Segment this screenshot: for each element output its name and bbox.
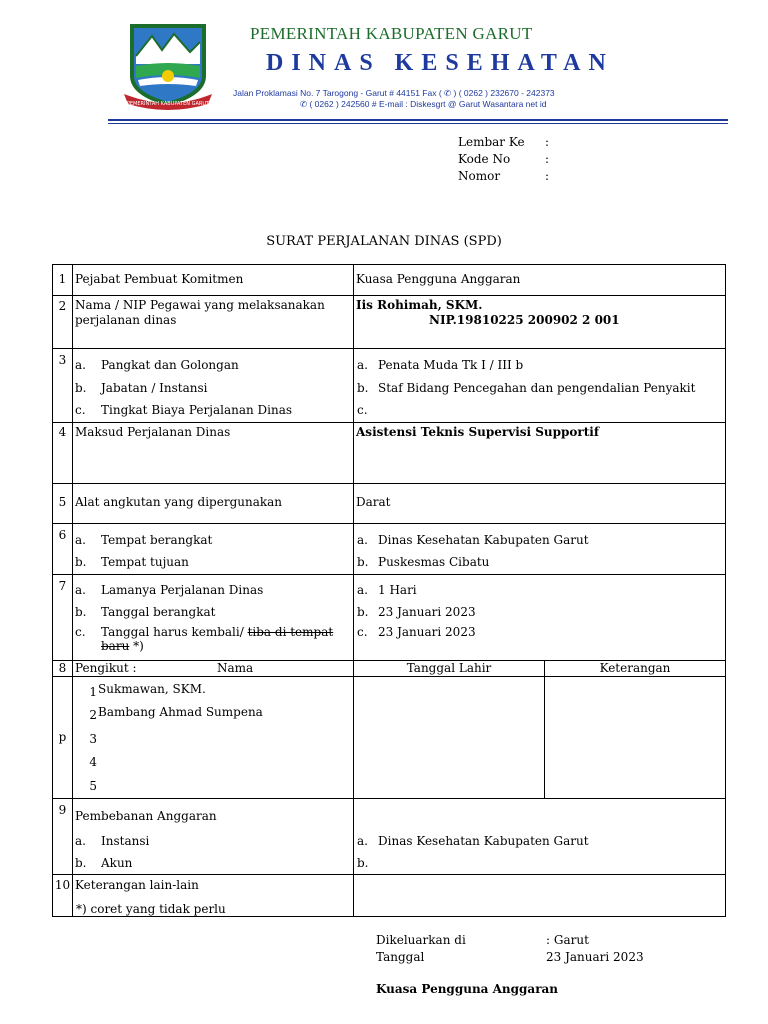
item-letter: c. <box>357 624 368 639</box>
item-letter: b. <box>357 555 369 569</box>
issued-place-label: Dikeluarkan di <box>376 933 466 947</box>
row-number: 1 <box>53 265 73 296</box>
transport-value: Darat <box>354 483 726 523</box>
item-label: Tempat tujuan <box>101 555 189 569</box>
item-label: Tempat berangkat <box>101 532 213 547</box>
logo-ribbon-text: PEMERINTAH KABUPATEN GARUT <box>126 101 210 107</box>
row-4 <box>53 422 726 483</box>
row-label: Maksud Perjalanan Dinas <box>73 422 354 483</box>
follower-row <box>73 728 353 752</box>
item-letter: b. <box>357 604 369 619</box>
col-keterangan: Keterangan <box>545 660 726 676</box>
kode-label: Kode No <box>458 152 511 166</box>
item-letter: a. <box>75 532 86 547</box>
employee-name: Iis Rohimah, SKM. <box>356 298 483 312</box>
row-number: 5 <box>53 483 73 523</box>
follower-number: 3 <box>89 731 97 746</box>
item-letter: a. <box>357 532 368 547</box>
follower-row <box>73 775 353 799</box>
followers-label: Pengikut : <box>75 660 137 675</box>
duration-value: 1 Hari <box>378 582 417 597</box>
lembar-value: : <box>545 135 550 149</box>
agency-name: DINAS KESEHATAN <box>266 50 614 76</box>
budget-agency-value: Dinas Kesehatan Kabupaten Garut <box>378 834 589 848</box>
destination-place: Puskesmas Cibatu <box>378 555 490 569</box>
item-letter: b. <box>75 380 87 395</box>
garut-logo <box>122 20 214 112</box>
item-letter: a. <box>75 834 86 848</box>
row-7 <box>53 574 726 660</box>
item-label: Jabatan / Instansi <box>101 380 208 395</box>
footnote-mark: *) <box>129 638 144 653</box>
nomor-label: Nomor <box>458 169 501 183</box>
row-2 <box>53 296 726 349</box>
row-number: 10 <box>53 875 73 917</box>
issued-place-value: : Garut <box>546 933 589 947</box>
other-notes-value <box>354 875 726 917</box>
item-label: Instansi <box>101 834 150 848</box>
document-title: SURAT PERJALANAN DINAS (SPD) <box>266 234 502 249</box>
header-rule-thin <box>108 123 728 124</box>
item-letter: a. <box>75 358 86 372</box>
address-line-1: Jalan Proklamasi No. 7 Tarogong - Garut # 44151 Fax ( ✆ ) ( 0262 ) 232670 - 242373 <box>233 88 555 98</box>
nomor-value: : <box>545 169 550 183</box>
birthdate-cell <box>354 676 545 799</box>
purpose-value: Asistensi Teknis Supervisi Supportif <box>354 422 726 483</box>
signer-title: Kuasa Pengguna Anggaran <box>376 982 559 996</box>
row-5 <box>53 483 726 523</box>
item-letter: b. <box>75 604 87 619</box>
header-rule <box>108 119 728 121</box>
row-1 <box>53 265 726 296</box>
row-label: Alat angkutan yang dipergunakan <box>73 483 354 523</box>
address-line-2: ✆ ( 0262 ) 242560 # E-mail : Diskesgrt @ Garut Wasantara net id <box>300 99 547 109</box>
item-label: Tanggal berangkat <box>101 604 216 619</box>
row-3 <box>53 349 726 423</box>
follower-row <box>73 751 353 775</box>
col-tanggal-lahir: Tanggal Lahir <box>354 660 545 676</box>
side-letter: p <box>53 676 73 799</box>
col-nama: Nama <box>217 660 254 675</box>
row-number: 9 <box>53 799 73 875</box>
item-letter: a. <box>357 582 368 597</box>
row-number: 8 <box>53 660 73 676</box>
row-number: 7 <box>53 574 73 660</box>
item-letter: a. <box>75 582 86 597</box>
row-8-header <box>53 660 726 676</box>
item-letter: b. <box>357 380 369 395</box>
follower-number: 4 <box>89 755 97 769</box>
item-letter: c. <box>75 624 86 639</box>
spd-table <box>52 264 726 917</box>
item-label: Tanggal harus kembali/ <box>101 624 248 639</box>
row-label: Pejabat Pembuat Komitmen <box>73 265 354 296</box>
item-label: Akun <box>101 856 133 870</box>
follower-number: 1 <box>89 684 97 699</box>
follower-number: 5 <box>89 778 97 793</box>
row-label: Nama / NIP Pegawai yang melaksanakan perjalanan dinas <box>73 296 354 349</box>
lembar-label: Lembar Ke <box>458 135 525 149</box>
remarks-cell <box>545 676 726 799</box>
item-letter: a. <box>357 834 368 848</box>
follower-name: Bambang Ahmad Sumpena <box>98 705 263 719</box>
row-label: Keterangan lain-lain <box>73 875 354 917</box>
follower-row <box>73 704 353 728</box>
item-letter: b. <box>75 555 87 569</box>
item-label: Tingkat Biaya Perjalanan Dinas <box>101 403 293 417</box>
row-9 <box>53 799 726 875</box>
row-6 <box>53 523 726 574</box>
follower-number: 2 <box>89 708 97 722</box>
issued-date-value: 23 Januari 2023 <box>546 950 644 964</box>
row-number: 2 <box>53 296 73 349</box>
item-label: Pangkat dan Golongan <box>101 358 239 372</box>
row-value: Kuasa Pengguna Anggaran <box>354 265 726 296</box>
employee-nip: NIP.19810225 200902 2 001 <box>429 313 620 327</box>
item-letter: c. <box>357 403 368 417</box>
item-letter: b. <box>357 856 369 870</box>
item-letter: b. <box>75 856 87 870</box>
kode-value: : <box>545 152 550 166</box>
row-label: Pembebanan Anggaran <box>75 809 217 823</box>
departure-date: 23 Januari 2023 <box>378 604 476 619</box>
footnote: *) coret yang tidak perlu <box>76 902 226 916</box>
rank-value: Penata Muda Tk I / III b <box>378 358 524 372</box>
row-8-body <box>53 676 726 799</box>
struck-text: tiba di tempat baru <box>101 624 334 653</box>
row-number: 3 <box>53 349 73 423</box>
item-letter: c. <box>75 403 86 417</box>
return-date: 23 Januari 2023 <box>378 624 476 639</box>
position-value: Staf Bidang Pencegahan dan pengendalian Penyakit <box>378 380 696 395</box>
issued-date-label: Tanggal <box>376 950 425 964</box>
government-name: PEMERINTAH KABUPATEN GARUT <box>250 24 533 43</box>
follower-row <box>73 681 353 705</box>
departure-place: Dinas Kesehatan Kabupaten Garut <box>378 532 589 547</box>
row-number: 6 <box>53 523 73 574</box>
item-letter: a. <box>357 358 368 372</box>
item-label: Lamanya Perjalanan Dinas <box>101 582 264 597</box>
row-number: 4 <box>53 422 73 483</box>
follower-name: Sukmawan, SKM. <box>98 681 206 696</box>
